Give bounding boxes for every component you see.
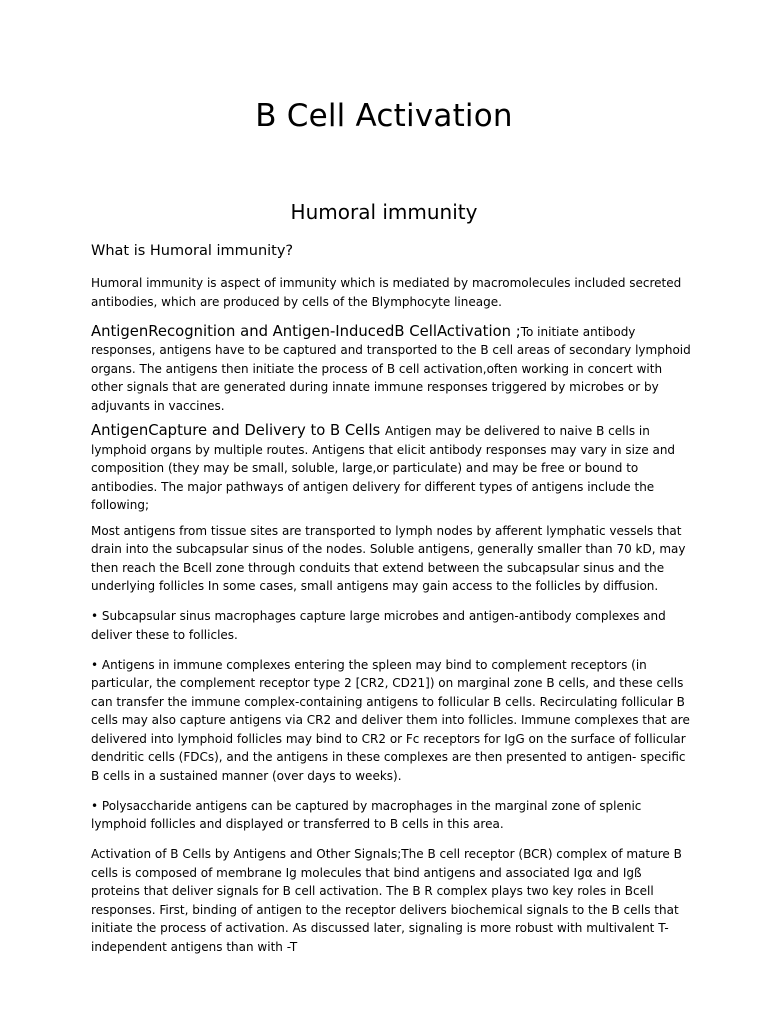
- document-title: B Cell Activation: [255, 98, 513, 134]
- paragraph-text: Antigen may be delivered to naive B cells in lymphoid organs by multiple routes. Antigens that elicit antibody responses may vary in size and composition (they may be small, soluble, large,or particulate) and may be free or bound to antibodies. The major pathways of antigen delivery for different types of antigens include the following;: [91, 424, 676, 512]
- paragraph-text: • Subcapsular sinus macrophages capture large microbes and antigen-antibody complexes and deliver these to follicles.: [91, 609, 666, 642]
- bullet-polysaccharide-antigens: [91, 797, 691, 834]
- paragraph-text: Most antigens from tissue sites are transported to lymph nodes by afferent lymphatic vessels that drain into the subcapsular sinus of the nodes. Soluble antigens, generally smaller than 70 kD, may then reach the Bcell zone through conduits that extend between the subcapsular sinus and the underlying follicles In some cases, small antigens may gain access to the follicles by diffusion.: [91, 523, 686, 593]
- paragraph-text: Activation of B Cells by Antigens and Other Signals;The B cell receptor (BCR) complex of mature B cells is composed of membrane Ig molecules that bind antigens and associated Igα and Igß proteins that deliver signals for B cell activation. The B R complex plays two key roles in Bcell responses. First, binding of antigen to the receptor delivers biochemical signals to the B cells that initiate the process of activation. As discussed later, signaling is more robust with multivalent T-independent antigens than with -T: [91, 847, 682, 954]
- inline-heading: AntigenRecognition and Antigen-InducedB CellActivation ;: [91, 322, 521, 340]
- section-heading: Humoral immunity: [290, 200, 478, 224]
- paragraph-text: Humoral immunity is aspect of immunity which is mediated by macromolecules included secreted antibodies, which are produced by cells of the Blymphocyte lineage.: [91, 276, 682, 309]
- paragraph-tissue-antigens: [91, 522, 691, 596]
- inline-heading: AntigenCapture and Delivery to B Cells: [91, 422, 385, 439]
- paragraph-text: • Polysaccharide antigens can be captured by macrophages in the marginal zone of splenic lymphoid follicles and displayed or transferred to B cells in this area.: [91, 798, 642, 831]
- paragraph-text: • Antigens in immune complexes entering the spleen may bind to complement receptors (in particular, the complement receptor type 2 [CR2, CD21]) on marginal zone B cells, and these cells can transfer the immune complex-containing antigens to follicular B cells. Recirculating follicular B cells may also capture antigens via CR2 and deliver them into follicles. Immune complexes that are delivered into lymphoid follicles may bind to CR2 or Fc receptors for IgG on the surface of follicular dendritic cells (FDCs), and the antigens in these complexes are then presented to antigen- specific B cells in a sustained manner (over days to weeks).: [91, 657, 690, 783]
- bullet-immune-complexes: [91, 656, 691, 786]
- paragraph-definition: [91, 274, 691, 311]
- question-heading: What is Humoral immunity?: [91, 243, 294, 259]
- document-body: [91, 274, 691, 968]
- paragraph-b-cell-activation: [91, 845, 691, 956]
- paragraph-antigen-capture: [91, 422, 691, 515]
- paragraph-antigen-recognition: [91, 323, 691, 416]
- bullet-subcapsular-macrophages: [91, 607, 691, 644]
- paragraph-text: To initiate antibody responses, antigens have to be captured and transported to the B cell areas of secondary lymphoid organs. The antigens then initiate the process of B cell activation,often working in concert with other signals that are generated during innate immune responses triggered by microbes or by adjuvants in vaccines.: [91, 324, 691, 413]
